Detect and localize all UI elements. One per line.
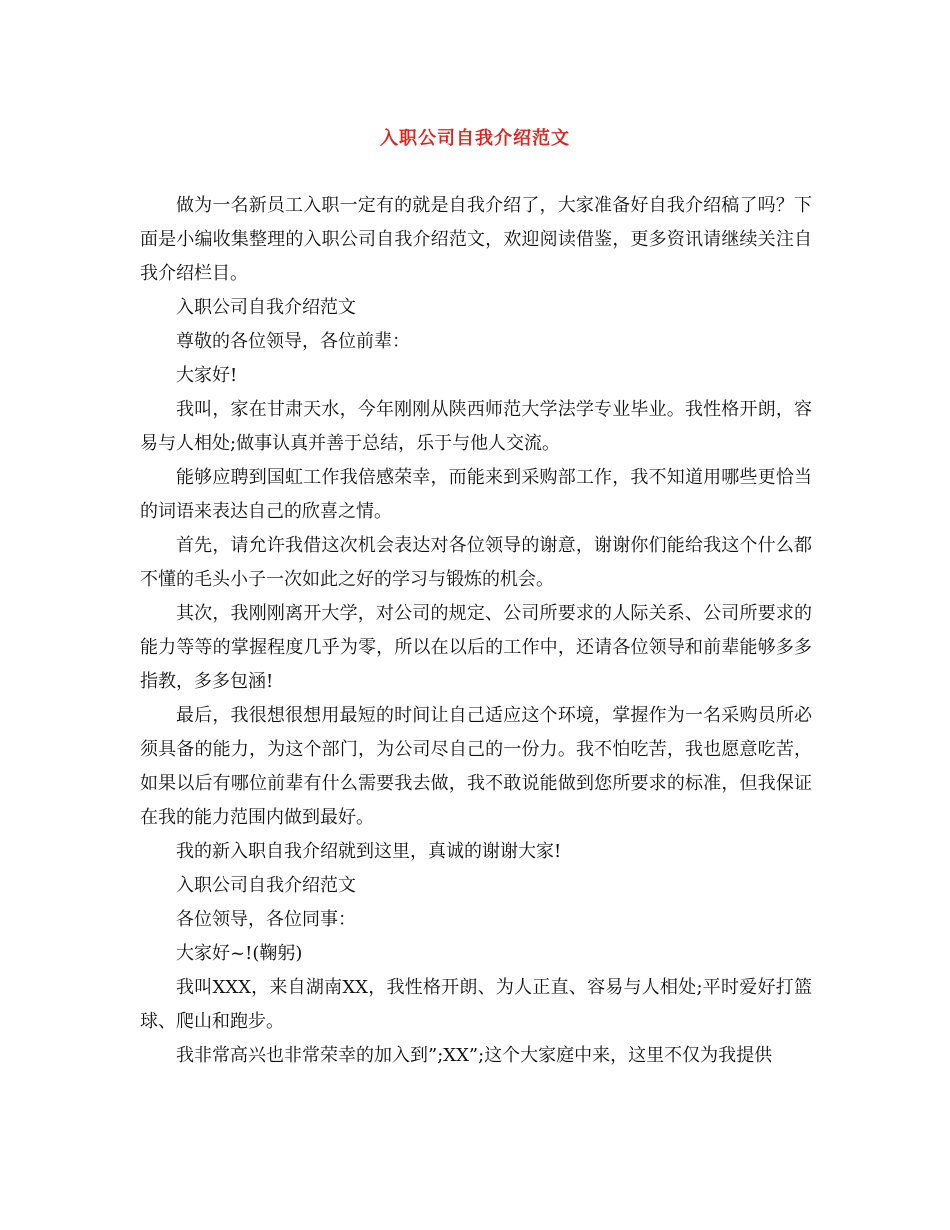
paragraph: 其次，我刚刚离开大学，对公司的规定、公司所要求的人际关系、公司所要求的能力等等的掌握程度几乎为零，所以在以后的工作中，还请各位领导和前辈能够多多指教，多多包涵! — [140, 603, 812, 692]
paragraph: 我叫，家在甘肃天水，今年刚刚从陕西师范大学法学专业毕业。我性格开朗，容易与人相处;做事认真并善于总结，乐于与他人交流。 — [140, 399, 812, 454]
paragraph: 最后，我很想很想用最短的时间让自己适应这个环境，掌握作为一名采购员所必须具备的能力，为这个部门，为公司尽自己的一份力。我不怕吃苦，我也愿意吃苦，如果以后有哪位前辈有什么需要我去做，我不敢说能做到您所要求的标准，但我保证在我的能力范围内做到最好。 — [140, 705, 812, 828]
paragraph: 首先，请允许我借这次机会表达对各位领导的谢意，谢谢你们能给我这个什么都不懂的毛头小子一次如此之好的学习与锻炼的机会。 — [140, 535, 812, 590]
paragraph: 入职公司自我介绍范文 — [176, 875, 356, 896]
paragraph: 能够应聘到国虹工作我倍感荣幸，而能来到采购部工作，我不知道用哪些更恰当的词语来表达自己的欣喜之情。 — [140, 467, 812, 522]
paragraph: 尊敬的各位领导，各位前辈： — [176, 331, 410, 352]
document-title: 入职公司自我介绍范文 — [380, 128, 570, 149]
paragraph: 我的新入职自我介绍就到这里，真诚的谢谢大家! — [176, 841, 562, 862]
paragraph: 大家好! — [176, 365, 238, 386]
paragraph: 大家好~!(鞠躬) — [176, 943, 303, 964]
paragraph: 各位领导，各位同事： — [176, 909, 356, 930]
paragraph: 做为一名新员工入职一定有的就是自我介绍了，大家准备好自我介绍稿了吗？下面是小编收集整理的入职公司自我介绍范文，欢迎阅读借鉴，更多资讯请继续关注自我介绍栏目。 — [140, 195, 812, 284]
paragraph: 入职公司自我介绍范文 — [176, 297, 356, 318]
paragraph: 我叫XXX，来自湖南XX，我性格开朗、为人正直、容易与人相处;平时爱好打篮球、爬山和跑步。 — [140, 977, 812, 1032]
document-body — [140, 189, 812, 1073]
paragraph: 我非常高兴也非常荣幸的加入到”;XX”;这个大家庭中来，这里不仅为我提供 — [176, 1045, 773, 1066]
